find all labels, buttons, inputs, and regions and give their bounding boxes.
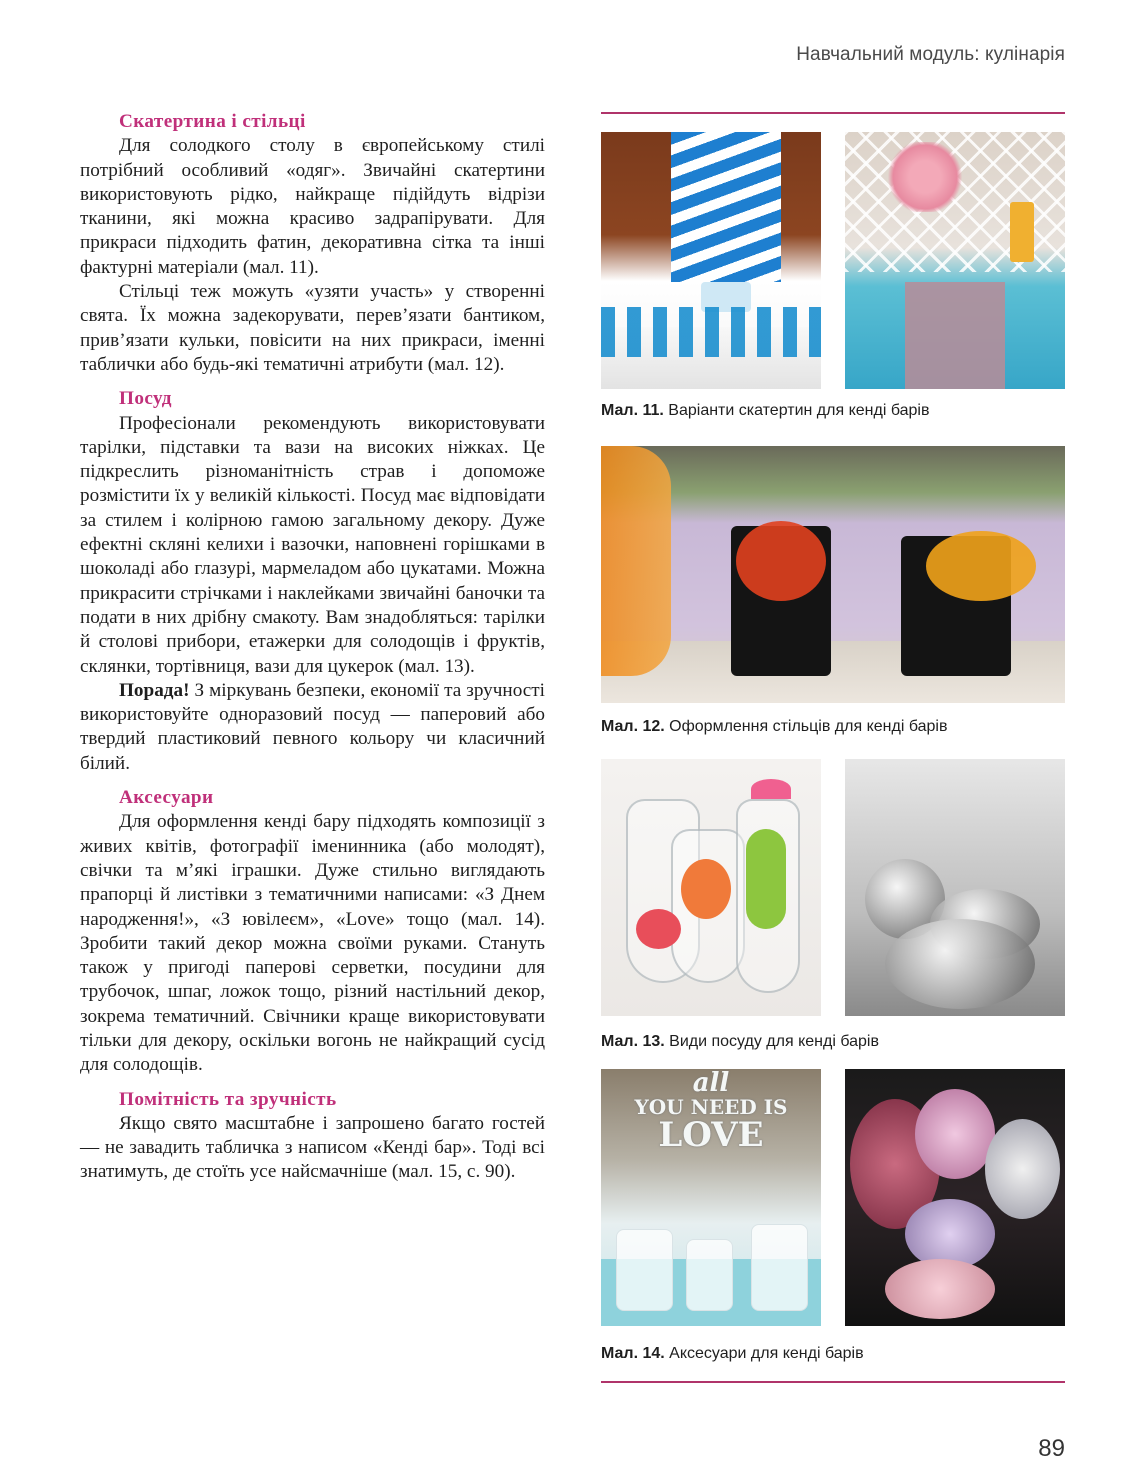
section-heading-tablecloth: Скатертина і стільці <box>119 111 306 132</box>
photo-glass-bowls <box>845 759 1065 1016</box>
figure-caption-13: Мал. 13. Види посуду для кенді барів <box>601 1033 879 1050</box>
photo-tablecloth-pastel <box>845 132 1065 389</box>
photo-candy-spheres <box>845 1069 1065 1326</box>
paragraph: Професіонали рекомендують використовувати тарілки, підставки та вази на високих ніжках. Це підкреслить різноманітність страв і допоможе розмістити їх у великій кількості. Посуд має відповідати за стилем і колірною гамою загальному декору. Дуже ефектні скляні келихи і вазочки, наповнені горішками в шоколаді або глазурі, мармеладом або цукатами. Можна прикрасити стрічками і наклейками звичайні баночки та подати в них дрібну смакоту. Вам знадобляться: тарілки й столові прибори, етажерки для солодощів і фруктів, склянки, тортівниця, вази для цукерок (мал. 13). <box>80 412 545 677</box>
paragraph: Якщо свято масштабне і запрошено багато гостей — не завадить табличка з написом «Кенді бар». Тоді всі знатимуть, де стоїть усе найсмачніше (мал. 15, с. 90). <box>80 1112 545 1183</box>
figure-caption-11: Мал. 11. Варіанти скатертин для кенді барів <box>601 402 930 419</box>
photo-decorated-chairs <box>601 446 1065 703</box>
figure-caption-14: Мал. 14. Аксесуари для кенді барів <box>601 1345 864 1362</box>
top-divider <box>601 112 1065 114</box>
paragraph: Стільці теж можуть «узяти участь» у створенні свята. Їх можна задекорувати, перев’язати бантиком, прив’язати кульки, повісити на них прикраси, іменні таблички або будь-які тематичні атрибути (мал. 12). <box>80 281 545 375</box>
photo-tablecloth-blue <box>601 132 821 389</box>
tip-paragraph <box>80 679 545 776</box>
photo-candy-glasses <box>601 759 821 1016</box>
section-heading-dishes: Посуд <box>119 388 172 410</box>
figure-caption-12: Мал. 12. Оформлення стільців для кенді барів <box>601 718 948 735</box>
photo-love-sign-table <box>601 1069 821 1326</box>
page-number: 89 <box>1038 1435 1065 1462</box>
text-column <box>80 110 545 1185</box>
section-heading-accessories: Аксесуари <box>119 787 214 809</box>
paragraph: Для оформлення кенді бару підходять композиції з живих квітів, фотографії іменинника (або молодят), свічки та м’які іграшки. Дуже стильно виглядають прапорці й листівки з тематичними написами: «З Днем народження!», «З ювілеєм», «Love» тощо (мал. 14). Зробити такий декор можна своїми руками. Стануть також у пригоді паперові серветки, посудини для трубочок, шпаг, ложок тощо, різний настільний декор, зокрема тематичний. Свічники краще використовувати тільки для декору, оскільки вогонь не найкращий сусід для солодощів. <box>80 811 545 1076</box>
bottom-divider <box>601 1381 1065 1383</box>
paragraph: Для солодкого столу в європейському стилі потрібний особливий «одяг». Звичайні скатертини використовують рідко, найкраще підійдуть відрізи тканини, які можна красиво задрапірувати. Для прикраси підходить фатин, декоративна сітка та інші фактурні матеріали (мал. 11). <box>80 135 545 278</box>
tip-label: Порада! <box>119 679 190 701</box>
running-header: Навчальний модуль: кулінарія <box>796 44 1065 65</box>
love-sign: all YOU NEED IS LOVE <box>634 1069 788 1155</box>
tip-text: З міркувань безпеки, економії та зручності використовуйте одноразовий посуд — паперовий або твердий пластиковий певного кольору чи класичний білий. <box>80 679 545 774</box>
section-heading-visibility: Помітність та зручність <box>119 1088 337 1110</box>
